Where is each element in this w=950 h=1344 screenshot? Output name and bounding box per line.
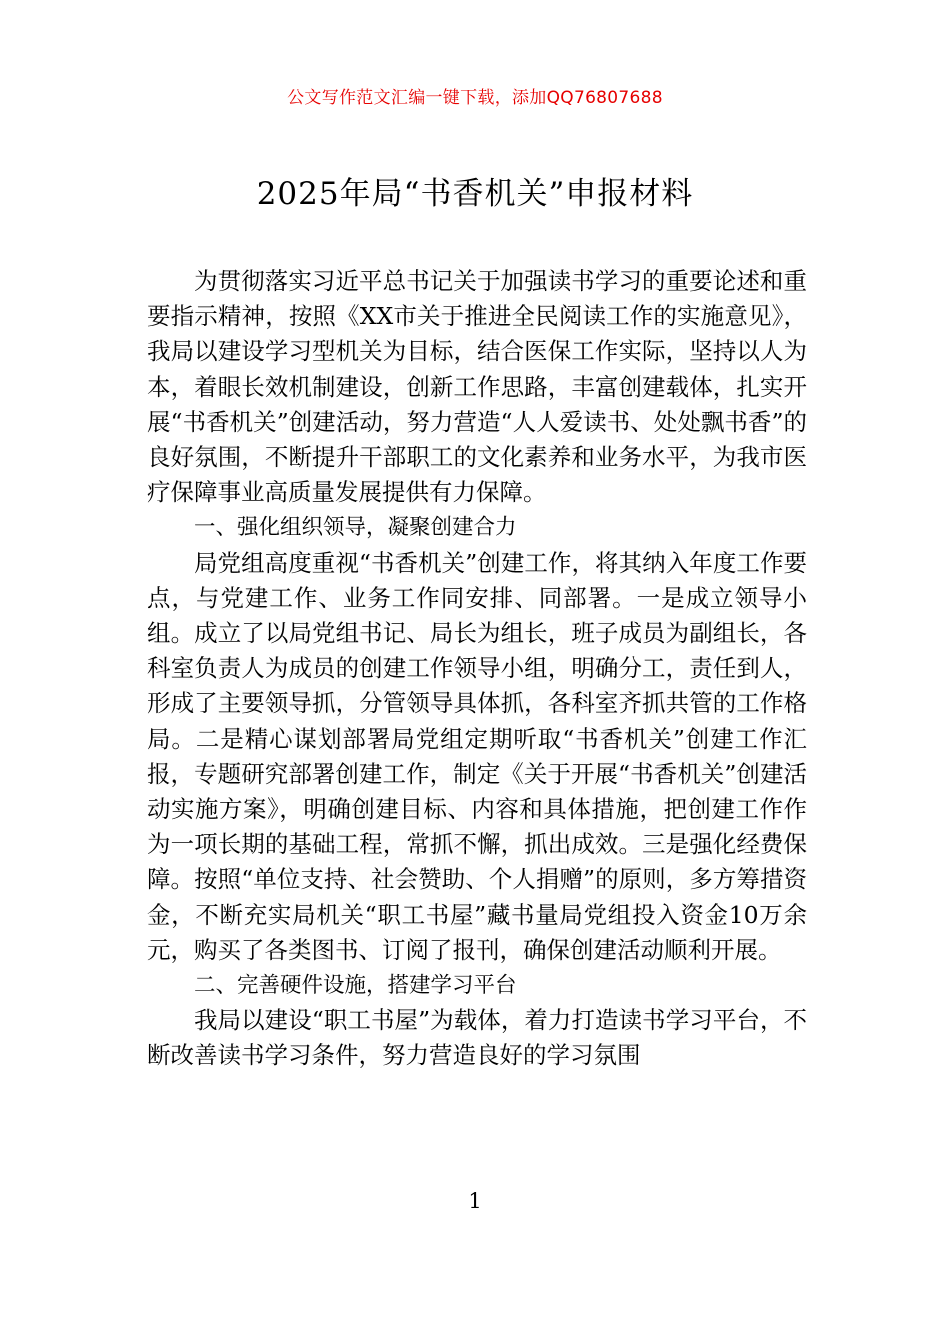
download-promo-note: 公文写作范文汇编一键下载，添加QQ76807688 xyxy=(287,88,663,108)
section-heading-1: 一、强化组织领导，凝聚创建合力 xyxy=(194,515,517,541)
section-2-paragraph: 我局以建设“职工书屋”为载体，着力打造读书学习平台，不断改善读书学习条件，努力营造良好的学习氛围 xyxy=(147,1006,807,1070)
section-heading-2: 二、完善硬件设施，搭建学习平台 xyxy=(194,973,517,999)
page-number: 1 xyxy=(468,1189,482,1213)
document-body xyxy=(147,264,807,1074)
intro-paragraph: 为贯彻落实习近平总书记关于加强读书学习的重要论述和重要指示精神，按照《XX市关于推进全民阅读工作的实施意见》，我局以建设学习型机关为目标，结合医保工作实际，坚持以人为本，着眼长效机制建设，创新工作思路，丰富创建载体，扎实开展“书香机关”创建活动，努力营造“人人爱读书、处处飘书香”的良好氛围，不断提升干部职工的文化素养和业务水平，为我市医疗保障事业高质量发展提供有力保障。 xyxy=(147,267,807,507)
section-1-paragraph: 局党组高度重视“书香机关”创建工作，将其纳入年度工作要点，与党建工作、业务工作同安排、同部署。一是成立领导小组。成立了以局党组书记、局长为组长，班子成员为副组长，各科室负责人为成员的创建工作领导小组，明确分工，责任到人，形成了主要领导抓，分管领导具体抓，各科室齐抓共管的工作格局。二是精心谋划部署局党组定期听取“书香机关”创建工作汇报，专题研究部署创建工作，制定《关于开展“书香机关”创建活动实施方案》，明确创建目标、内容和具体措施，把创建工作作为一项长期的基础工程，常抓不懈，抓出成效。三是强化经费保障。按照“单位支持、社会赞助、个人捐赠”的原则，多方筹措资金，不断充实局机关“职工书屋”藏书量局党组投入资金10万余元，购买了各类图书、订阅了报刊，确保创建活动顺利开展。 xyxy=(147,548,807,964)
document-title: 2025年局“书香机关”申报材料 xyxy=(256,176,694,212)
